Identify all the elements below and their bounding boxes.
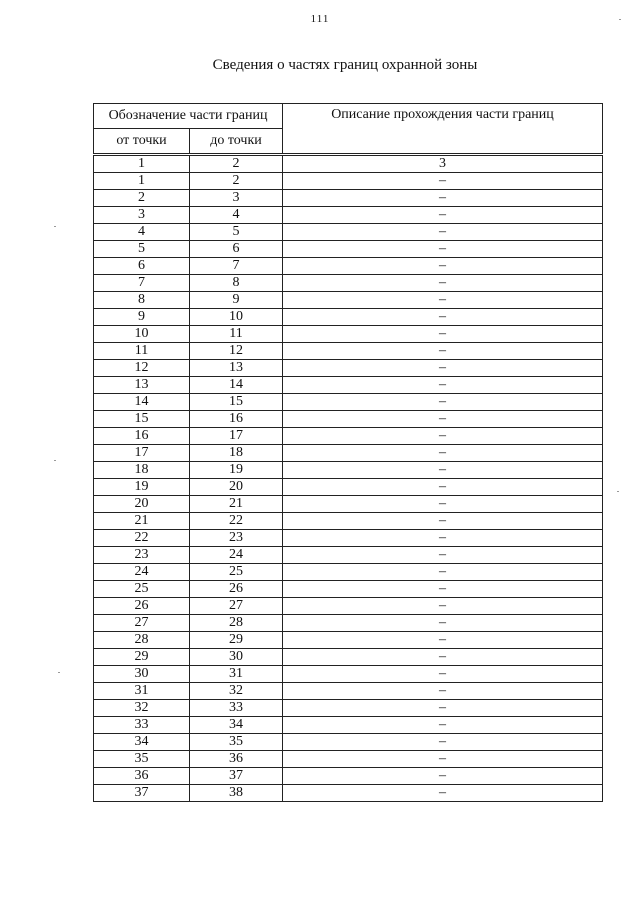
to-point-cell: 9 xyxy=(190,292,283,309)
description-cell: – xyxy=(283,513,603,530)
to-point-cell: 20 xyxy=(190,479,283,496)
designation-header: Обозначение части границ xyxy=(94,104,283,129)
to-point-cell: 16 xyxy=(190,411,283,428)
to-point-cell: 36 xyxy=(190,751,283,768)
table-row xyxy=(94,666,603,683)
table-row xyxy=(94,581,603,598)
table-row xyxy=(94,700,603,717)
header-row-main xyxy=(94,104,603,129)
column-number-row xyxy=(94,155,603,173)
table-row xyxy=(94,173,603,190)
to-point-cell: 24 xyxy=(190,547,283,564)
from-point-cell: 11 xyxy=(94,343,190,360)
to-point-cell: 2 xyxy=(190,173,283,190)
table-row xyxy=(94,224,603,241)
description-cell: – xyxy=(283,598,603,615)
description-cell: – xyxy=(283,462,603,479)
to-point-cell: 34 xyxy=(190,717,283,734)
from-point-cell: 15 xyxy=(94,411,190,428)
description-cell: – xyxy=(283,751,603,768)
from-point-cell: 24 xyxy=(94,564,190,581)
from-point-cell: 9 xyxy=(94,309,190,326)
to-point-cell: 21 xyxy=(190,496,283,513)
from-point-cell: 36 xyxy=(94,768,190,785)
description-cell: – xyxy=(283,649,603,666)
from-point-cell: 26 xyxy=(94,598,190,615)
description-cell: – xyxy=(283,343,603,360)
table-row xyxy=(94,734,603,751)
from-point-cell: 5 xyxy=(94,241,190,258)
from-point-cell: 18 xyxy=(94,462,190,479)
description-cell: – xyxy=(283,275,603,292)
column-number-cell: 1 xyxy=(94,155,190,173)
description-cell: – xyxy=(283,190,603,207)
to-point-cell: 14 xyxy=(190,377,283,394)
table-row xyxy=(94,615,603,632)
table-row xyxy=(94,513,603,530)
table-row xyxy=(94,377,603,394)
table-row xyxy=(94,394,603,411)
to-point-cell: 29 xyxy=(190,632,283,649)
table-row xyxy=(94,445,603,462)
document-title: Сведения о частях границ охранной зоны xyxy=(212,57,478,73)
scan-speck xyxy=(619,19,621,20)
description-cell: – xyxy=(283,258,603,275)
to-point-cell: 37 xyxy=(190,768,283,785)
description-cell: – xyxy=(283,411,603,428)
description-cell: – xyxy=(283,734,603,751)
to-point-cell: 31 xyxy=(190,666,283,683)
table-row xyxy=(94,564,603,581)
description-cell: – xyxy=(283,785,603,802)
from-point-cell: 23 xyxy=(94,547,190,564)
to-point-cell: 32 xyxy=(190,683,283,700)
description-cell: – xyxy=(283,224,603,241)
table-row xyxy=(94,411,603,428)
description-cell: – xyxy=(283,292,603,309)
description-cell: – xyxy=(283,564,603,581)
table-row xyxy=(94,479,603,496)
table-row xyxy=(94,190,603,207)
from-point-cell: 1 xyxy=(94,173,190,190)
from-point-cell: 29 xyxy=(94,649,190,666)
description-cell: – xyxy=(283,666,603,683)
table-row xyxy=(94,547,603,564)
description-cell: – xyxy=(283,530,603,547)
table-row xyxy=(94,326,603,343)
scan-speck xyxy=(54,460,56,461)
from-point-cell: 35 xyxy=(94,751,190,768)
to-point-header: до точки xyxy=(190,129,283,155)
to-point-cell: 12 xyxy=(190,343,283,360)
from-point-cell: 4 xyxy=(94,224,190,241)
to-point-cell: 28 xyxy=(190,615,283,632)
description-cell: – xyxy=(283,479,603,496)
to-point-cell: 8 xyxy=(190,275,283,292)
description-cell: – xyxy=(283,768,603,785)
from-point-cell: 7 xyxy=(94,275,190,292)
to-point-cell: 25 xyxy=(190,564,283,581)
description-cell: – xyxy=(283,717,603,734)
table-row xyxy=(94,207,603,224)
table-row xyxy=(94,343,603,360)
description-cell: – xyxy=(283,547,603,564)
table-row xyxy=(94,275,603,292)
from-point-cell: 17 xyxy=(94,445,190,462)
to-point-cell: 4 xyxy=(190,207,283,224)
to-point-cell: 26 xyxy=(190,581,283,598)
description-cell: – xyxy=(283,428,603,445)
to-point-cell: 6 xyxy=(190,241,283,258)
from-point-cell: 34 xyxy=(94,734,190,751)
description-cell: – xyxy=(283,445,603,462)
table-row xyxy=(94,258,603,275)
description-cell: – xyxy=(283,241,603,258)
description-cell: – xyxy=(283,377,603,394)
description-cell: – xyxy=(283,326,603,343)
table-row xyxy=(94,496,603,513)
table-row xyxy=(94,292,603,309)
boundary-parts-table xyxy=(93,103,603,802)
description-cell: – xyxy=(283,173,603,190)
description-cell: – xyxy=(283,207,603,224)
from-point-cell: 30 xyxy=(94,666,190,683)
to-point-cell: 30 xyxy=(190,649,283,666)
column-number-cell: 3 xyxy=(283,155,603,173)
from-point-cell: 33 xyxy=(94,717,190,734)
description-cell: – xyxy=(283,700,603,717)
description-cell: – xyxy=(283,683,603,700)
description-cell: – xyxy=(283,581,603,598)
from-point-cell: 28 xyxy=(94,632,190,649)
from-point-cell: 21 xyxy=(94,513,190,530)
to-point-cell: 13 xyxy=(190,360,283,377)
from-point-cell: 14 xyxy=(94,394,190,411)
to-point-cell: 17 xyxy=(190,428,283,445)
table-body xyxy=(94,155,603,802)
table-row xyxy=(94,360,603,377)
to-point-cell: 10 xyxy=(190,309,283,326)
to-point-cell: 7 xyxy=(190,258,283,275)
column-number-cell: 2 xyxy=(190,155,283,173)
description-header: Описание прохождения части границ xyxy=(283,104,603,155)
table-row xyxy=(94,785,603,802)
from-point-cell: 32 xyxy=(94,700,190,717)
from-point-header: от точки xyxy=(94,129,190,155)
scan-speck xyxy=(58,672,60,673)
from-point-cell: 19 xyxy=(94,479,190,496)
to-point-cell: 18 xyxy=(190,445,283,462)
from-point-cell: 6 xyxy=(94,258,190,275)
table-row xyxy=(94,632,603,649)
from-point-cell: 3 xyxy=(94,207,190,224)
table-row xyxy=(94,751,603,768)
to-point-cell: 5 xyxy=(190,224,283,241)
from-point-cell: 16 xyxy=(94,428,190,445)
page-number: 111 xyxy=(310,13,330,25)
from-point-cell: 27 xyxy=(94,615,190,632)
table-row xyxy=(94,309,603,326)
from-point-cell: 2 xyxy=(94,190,190,207)
from-point-cell: 12 xyxy=(94,360,190,377)
description-cell: – xyxy=(283,496,603,513)
to-point-cell: 27 xyxy=(190,598,283,615)
from-point-cell: 37 xyxy=(94,785,190,802)
description-cell: – xyxy=(283,360,603,377)
table-row xyxy=(94,598,603,615)
to-point-cell: 22 xyxy=(190,513,283,530)
table-row xyxy=(94,768,603,785)
from-point-cell: 22 xyxy=(94,530,190,547)
from-point-cell: 13 xyxy=(94,377,190,394)
table-row xyxy=(94,462,603,479)
description-cell: – xyxy=(283,309,603,326)
to-point-cell: 33 xyxy=(190,700,283,717)
to-point-cell: 23 xyxy=(190,530,283,547)
table-row xyxy=(94,530,603,547)
to-point-cell: 11 xyxy=(190,326,283,343)
scan-speck xyxy=(54,226,56,227)
to-point-cell: 19 xyxy=(190,462,283,479)
from-point-cell: 31 xyxy=(94,683,190,700)
to-point-cell: 35 xyxy=(190,734,283,751)
to-point-cell: 15 xyxy=(190,394,283,411)
description-cell: – xyxy=(283,615,603,632)
table-row xyxy=(94,428,603,445)
scan-speck xyxy=(617,491,619,492)
table-row xyxy=(94,649,603,666)
description-cell: – xyxy=(283,632,603,649)
from-point-cell: 20 xyxy=(94,496,190,513)
to-point-cell: 3 xyxy=(190,190,283,207)
from-point-cell: 10 xyxy=(94,326,190,343)
to-point-cell: 38 xyxy=(190,785,283,802)
table-row xyxy=(94,683,603,700)
table-row xyxy=(94,241,603,258)
description-cell: – xyxy=(283,394,603,411)
from-point-cell: 25 xyxy=(94,581,190,598)
from-point-cell: 8 xyxy=(94,292,190,309)
table-row xyxy=(94,717,603,734)
